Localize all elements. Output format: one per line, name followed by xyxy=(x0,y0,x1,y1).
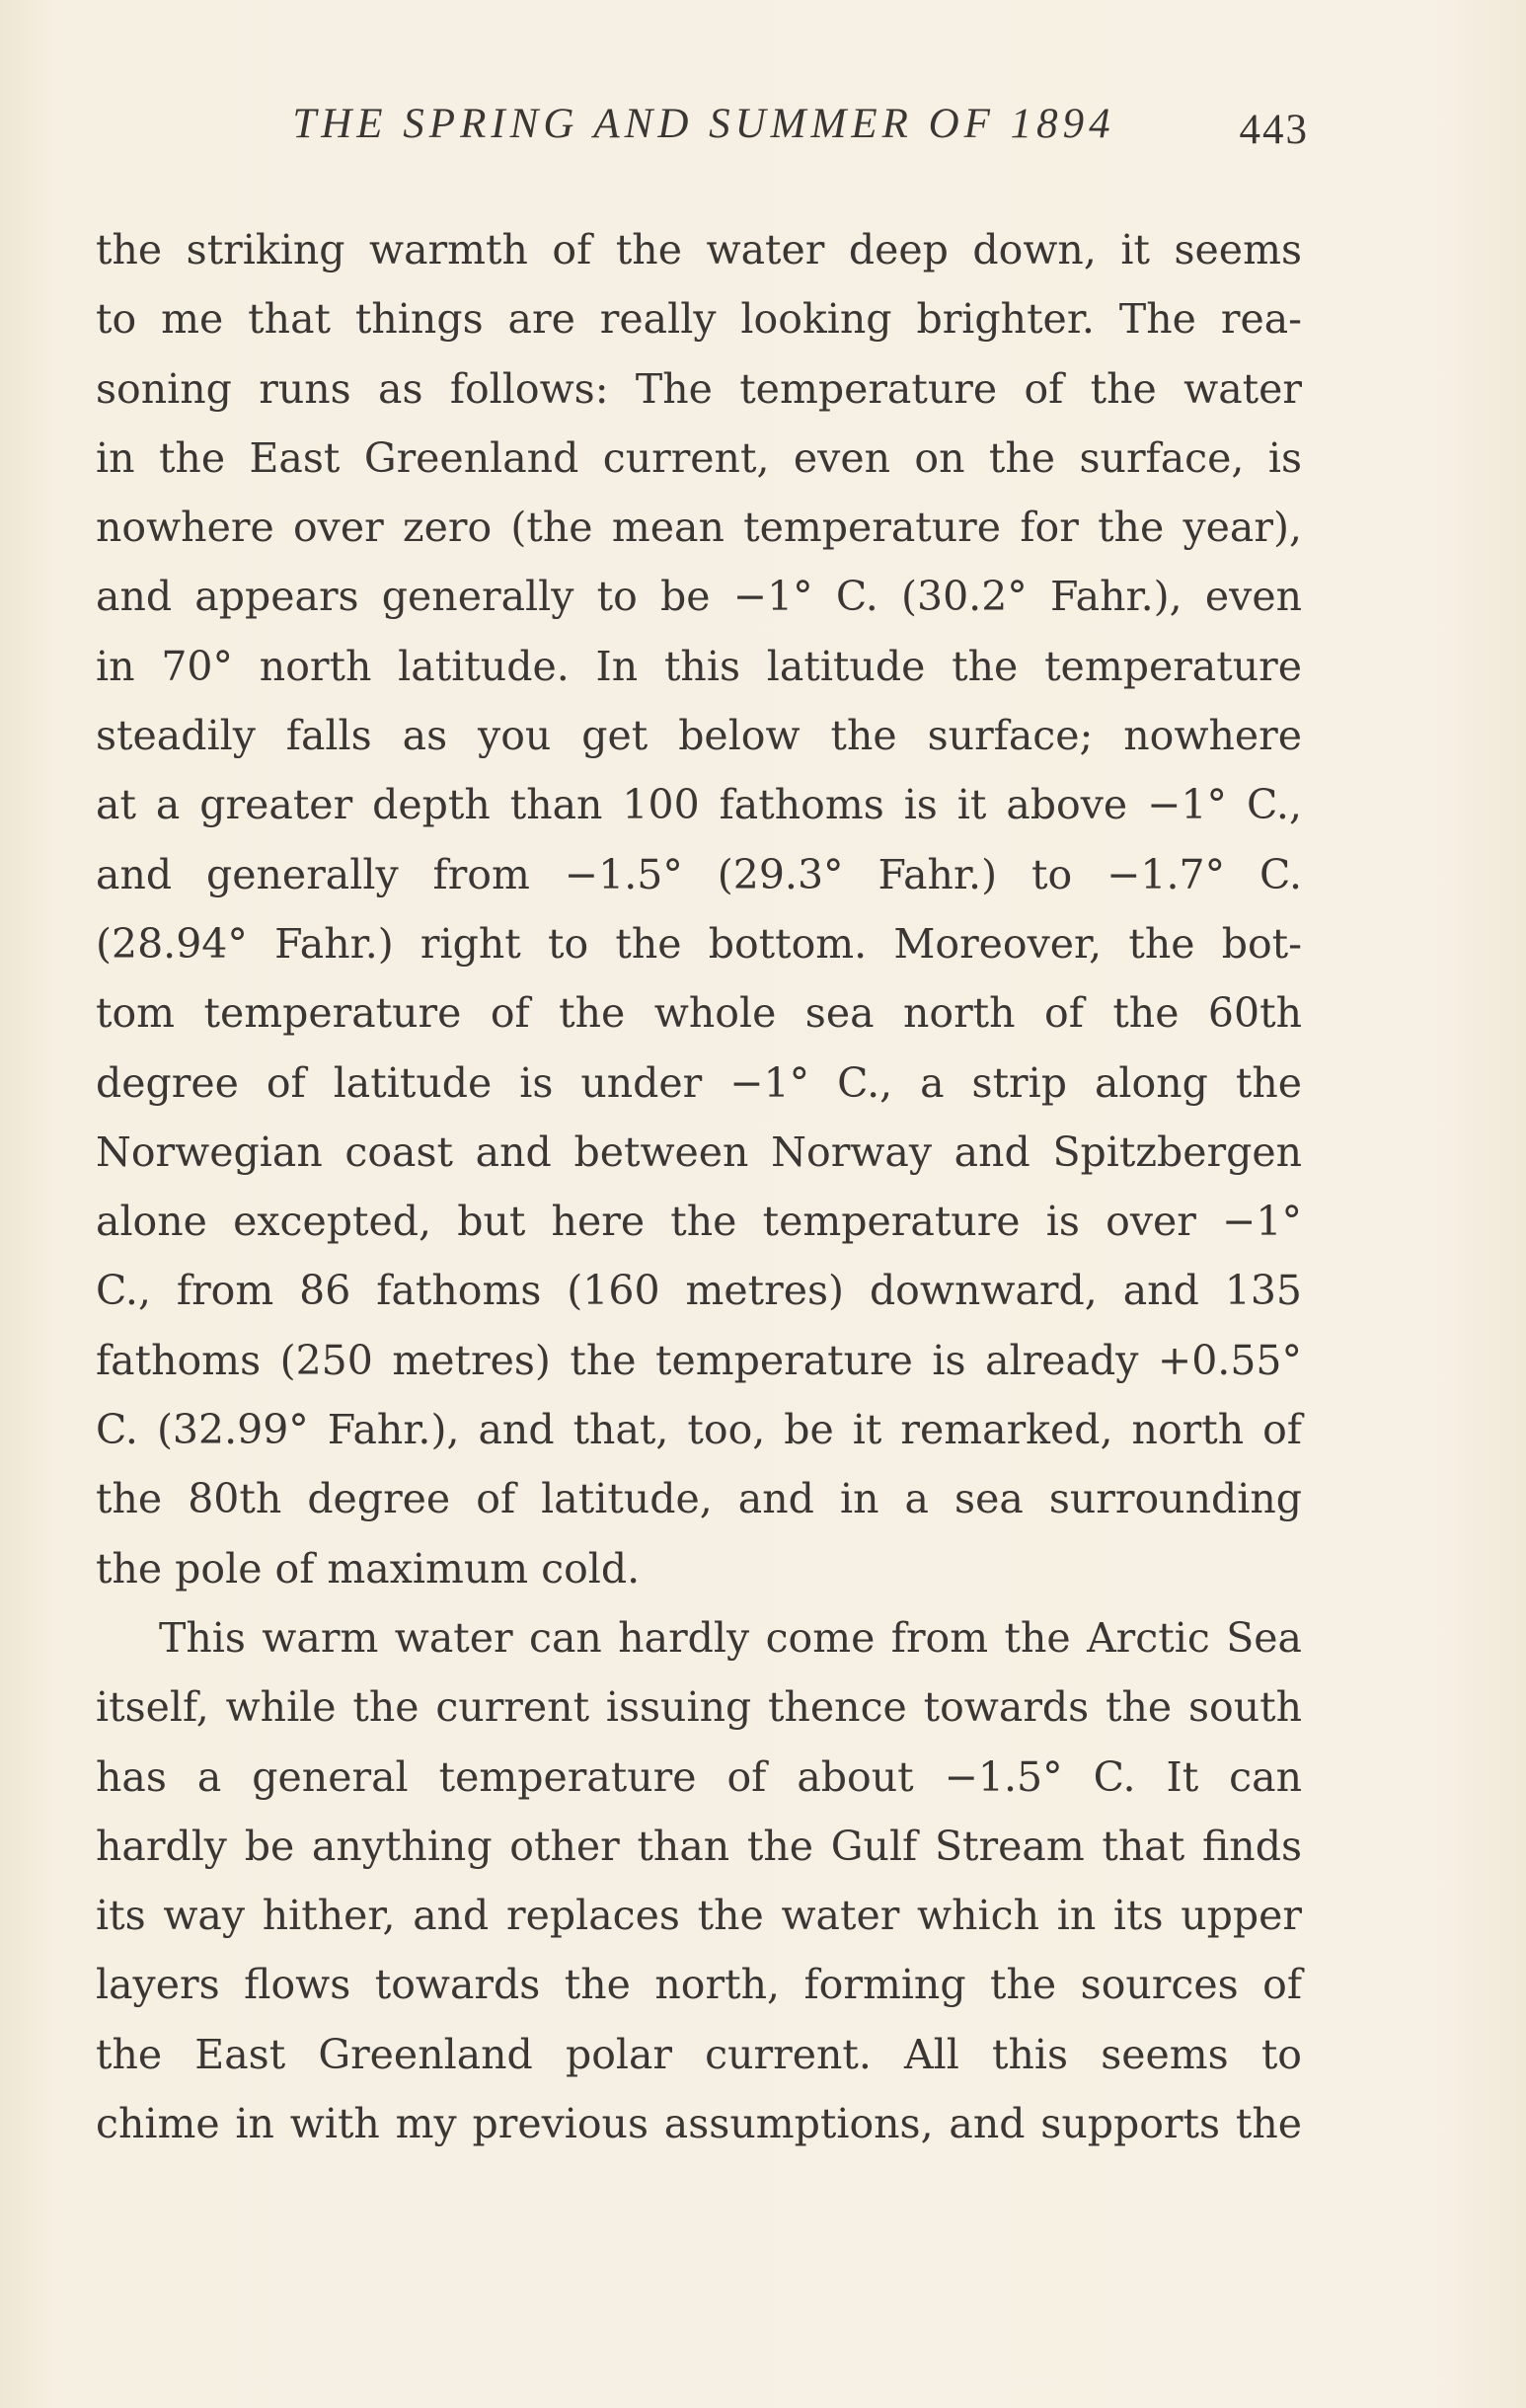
page-number: 443 xyxy=(1239,107,1309,153)
text-line: and generally from −1.5° (29.3° Fahr.) to −1.7° C. xyxy=(96,850,1302,898)
paragraph-end-line: the pole of maximum cold. xyxy=(96,1544,641,1592)
text-line: the 80th degree of latitude, and in a sea surrounding xyxy=(96,1475,1302,1523)
text-line: Norwegian coast and between Norway and Spitzbergen xyxy=(96,1127,1302,1176)
text-line: the striking warmth of the water deep down, it seems xyxy=(96,226,1302,273)
text-line: the East Greenland polar current. All this seems to xyxy=(96,2030,1302,2078)
text-line: C. (32.99° Fahr.), and that, too, be it remarked, north of xyxy=(96,1406,1302,1454)
text-line: C., from 86 fathoms (160 metres) downward, and 135 xyxy=(96,1267,1302,1315)
text-line: fathoms (250 metres) the temperature is already +0.55° xyxy=(96,1336,1302,1384)
running-head: THE SPRING AND SUMMER OF 1894 xyxy=(292,101,1115,147)
text-line: has a general temperature of about −1.5° C. It can xyxy=(96,1752,1302,1801)
text-line: its way hither, and replaces the water which in its upper xyxy=(96,1892,1302,1940)
page-header xyxy=(0,95,1526,154)
text-line: hardly be anything other than the Gulf Stream that finds xyxy=(96,1822,1302,1870)
text-line: at a greater depth than 100 fathoms is it above −1° C., xyxy=(96,781,1302,829)
text-line: itself, while the current issuing thence towards the south xyxy=(96,1683,1302,1732)
text-line: in 70° north latitude. In this latitude the temperature xyxy=(96,642,1302,690)
text-line: nowhere over zero (the mean temperature for the year), xyxy=(96,504,1302,552)
text-line: (28.94° Fahr.) right to the bottom. Moreover, the bot- xyxy=(96,919,1302,968)
text-line: to me that things are really looking brighter. The rea- xyxy=(96,295,1302,344)
text-line: and appears generally to be −1° C. (30.2° Fahr.), even xyxy=(96,573,1302,621)
text-line: soning runs as follows: The temperature of the water xyxy=(96,364,1302,413)
text-line: alone excepted, but here the temperature is over −1° xyxy=(96,1198,1302,1246)
text-line: chime in with my previous assumptions, and supports the xyxy=(96,2100,1302,2148)
paragraph-start-line: This warm water can hardly come from the Arctic Sea xyxy=(159,1613,1302,1662)
text-line: in the East Greenland current, even on the surface, is xyxy=(96,433,1302,482)
body-text xyxy=(96,215,1302,2158)
text-line: degree of latitude is under −1° C., a strip along the xyxy=(96,1058,1302,1107)
text-line: layers flows towards the north, forming the sources of xyxy=(96,1961,1302,2009)
text-line: steadily falls as you get below the surface; nowhere xyxy=(96,712,1302,760)
text-line: tom temperature of the whole sea north of the 60th xyxy=(96,989,1302,1038)
